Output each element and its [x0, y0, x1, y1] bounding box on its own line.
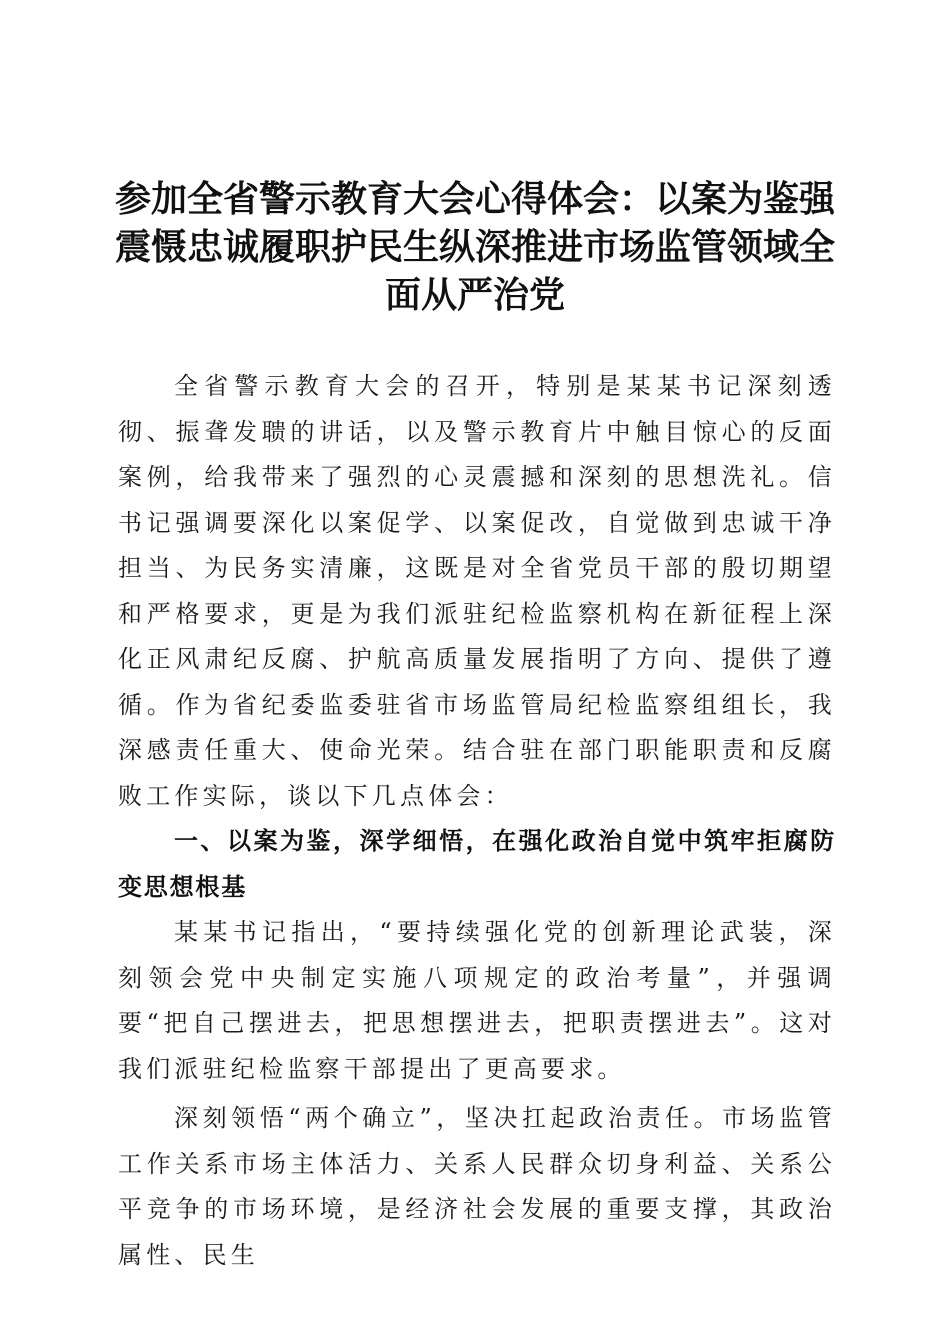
section-heading-1: 一、以案为鉴，深学细悟，在强化政治自觉中筑牢拒腐防变思想根基 — [118, 827, 836, 901]
document-title: 参加全省警示教育大会心得体会：以案为鉴强震慑忠诚履职护民生纵深推进市场监管领域全面从严治党 — [114, 179, 835, 316]
paragraph-2: 某某书记指出，“要持续强化党的创新理论武装，深刻领会党中央制定实施八项规定的政治考量”，并强调要“把自己摆进去，把思想摆进去，把职责摆进去”。这对我们派驻纪检监察干部提出了更高要求。 — [118, 918, 836, 1083]
paragraph-intro: 全省警示教育大会的召开，特别是某某书记深刻透彻、振聋发聩的讲话，以及警示教育片中触目惊心的反面案例，给我带来了强烈的心灵震撼和深刻的思想洗礼。信书记强调要深化以案促学、以案促改，自觉做到忠诚干净担当、为民务实清廉，这既是对全省党员干部的殷切期望和严格要求，更是为我们派驻纪检监察机构在新征程上深化正风肃纪反腐、护航高质量发展指明了方向、提供了遵循。作为省纪委监委驻省市场监管局纪检监察组组长，我深感责任重大、使命光荣。结合驻在部门职能职责和反腐败工作实际，谈以下几点体会： — [118, 372, 836, 810]
paragraph-3: 深刻领悟“两个确立”，坚决扛起政治责任。市场监管工作关系市场主体活力、关系人民群众切身利益、关系公平竞争的市场环境，是经济社会发展的重要支撑，其政治属性、民生 — [118, 1104, 836, 1269]
document-body — [118, 364, 836, 1278]
